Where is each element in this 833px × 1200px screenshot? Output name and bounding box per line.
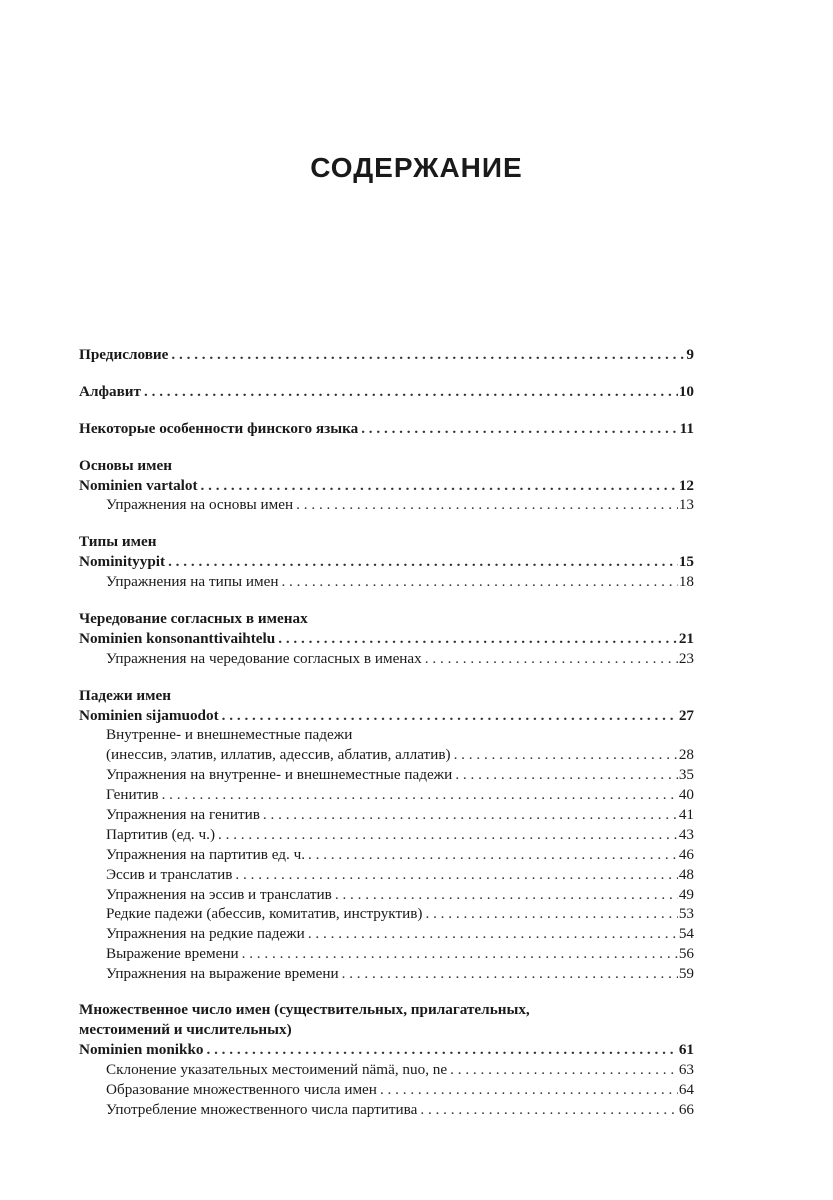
toc-page-number: 21 xyxy=(678,629,694,647)
toc-entry-text: Эссив и транслатив xyxy=(106,865,233,883)
toc-subentry xyxy=(79,766,694,786)
toc-subentry xyxy=(79,806,694,826)
toc-entry-preface xyxy=(79,346,694,366)
toc-entry-text: Упражнения на партитив ед. ч. xyxy=(106,845,306,863)
dot-leader xyxy=(275,630,678,648)
toc-entry-text: Упражнения на редкие падежи xyxy=(106,925,305,943)
toc-entry-text: Генитив xyxy=(106,786,159,804)
toc-subentry xyxy=(79,826,694,846)
toc-page-number: 54 xyxy=(678,925,694,943)
toc-entry-text: Nominien monikko xyxy=(79,1040,204,1058)
dot-leader xyxy=(278,573,677,591)
toc-page-number: 27 xyxy=(678,706,694,724)
toc-page-number: 12 xyxy=(678,476,694,494)
toc-entry-text: Склонение указательных местоимений nämä, nuo, ne xyxy=(106,1060,448,1078)
dot-leader xyxy=(203,1041,677,1059)
toc-entry-text: Образование множественного числа имен xyxy=(106,1080,377,1098)
toc-entry-text: Выражение времени xyxy=(106,945,239,963)
toc-entry-text: Упражнения на чередование согласных в именах xyxy=(106,649,422,667)
toc-entry-text: Nominien vartalot xyxy=(79,476,198,494)
toc-entry-text: Алфавит xyxy=(79,382,142,400)
toc-entry-text: Упражнения на внутренне- и внешнеместные падежи xyxy=(106,766,453,784)
toc-page-number: 64 xyxy=(678,1080,694,1098)
toc-page-number: 63 xyxy=(678,1060,694,1078)
toc-page-number: 18 xyxy=(678,573,694,591)
toc-page-number: 53 xyxy=(678,905,694,923)
dot-leader xyxy=(215,826,678,844)
toc-entry-text: Nominien konsonanttivaihtelu xyxy=(79,629,276,647)
toc-section-heading-types: Типы имен xyxy=(79,533,157,551)
toc-entry-text: Nominityypit xyxy=(79,553,166,571)
toc-subentry xyxy=(79,1101,694,1121)
toc-plural-subentries xyxy=(79,1061,694,1121)
dot-leader xyxy=(239,945,678,963)
dot-leader xyxy=(452,766,678,784)
toc-subentry xyxy=(79,925,694,945)
toc-entry-alphabet xyxy=(79,383,694,403)
toc-page-number: 49 xyxy=(678,885,694,903)
dot-leader xyxy=(293,496,678,514)
toc-entry-gradation xyxy=(79,630,694,650)
dot-leader xyxy=(159,786,678,804)
toc-entry-text: Упражнения на генитив xyxy=(106,806,260,824)
toc-section-heading-gradation: Чередование согласных в именах xyxy=(79,610,308,628)
toc-subentry xyxy=(79,965,694,985)
toc-subentry xyxy=(79,746,694,766)
toc-page-number: 43 xyxy=(678,825,694,843)
toc-section-heading-plural-cont: местоимений и числительных) xyxy=(79,1020,292,1038)
toc-page-number: 56 xyxy=(678,945,694,963)
table-of-contents xyxy=(79,346,694,1120)
toc-entry-text: Упражнения на типы имен xyxy=(106,573,279,591)
dot-leader xyxy=(422,905,677,923)
toc-subentry xyxy=(79,846,694,866)
dot-leader xyxy=(377,1081,678,1099)
dot-leader xyxy=(168,346,685,364)
dot-leader xyxy=(417,1101,677,1119)
toc-entry-plural xyxy=(79,1041,694,1061)
page-title: СОДЕРЖАНИЕ xyxy=(310,152,523,183)
toc-subentry xyxy=(79,1081,694,1101)
toc-entry-text: Предисловие xyxy=(79,346,169,363)
dot-leader xyxy=(358,420,678,438)
toc-section-heading-plural: Множественное число имен (существительных, прилагательных, xyxy=(79,1001,530,1019)
toc-entry-cases xyxy=(79,707,694,727)
dot-leader xyxy=(141,383,678,401)
toc-subentry xyxy=(79,650,694,670)
toc-subentry-line: Внутренне- и внешнеместные падежи xyxy=(106,726,353,744)
toc-entry-types xyxy=(79,553,694,573)
toc-page-number: 66 xyxy=(678,1100,694,1118)
toc-entry-text: Употребление множественного числа партитива xyxy=(106,1100,418,1118)
toc-subentry xyxy=(79,496,694,516)
toc-subentry xyxy=(79,786,694,806)
dot-leader xyxy=(165,553,678,571)
toc-page-number: 10 xyxy=(678,382,694,400)
toc-subentry xyxy=(79,945,694,965)
toc-entry-text: Партитив (ед. ч.) xyxy=(106,825,216,843)
toc-subentry xyxy=(79,1061,694,1081)
toc-entry-text: Некоторые особенности финского языка xyxy=(79,419,359,437)
toc-entry-features xyxy=(79,420,694,440)
toc-entry-text: Редкие падежи (абессив, комитатив, инструктив) xyxy=(106,905,423,923)
dot-leader xyxy=(332,886,678,904)
toc-entry-text: Упражнения на эссив и транслатив xyxy=(106,885,332,903)
dot-leader xyxy=(305,925,678,943)
toc-page-number: 40 xyxy=(678,786,694,804)
toc-page-number: 23 xyxy=(678,649,694,667)
dot-leader xyxy=(451,746,678,764)
dot-leader xyxy=(305,846,678,864)
dot-leader xyxy=(339,965,678,983)
toc-page-number: 46 xyxy=(678,845,694,863)
toc-subentry xyxy=(79,886,694,906)
toc-section-heading-cases: Падежи имен xyxy=(79,686,171,704)
toc-entry-text: Упражнения на выражение времени xyxy=(106,965,339,983)
toc-entry-text: Nominien sijamuodot xyxy=(79,706,219,724)
dot-leader xyxy=(422,650,678,668)
toc-page-number: 41 xyxy=(678,806,694,824)
toc-page-number: 13 xyxy=(678,496,694,514)
toc-entry-text: (инессив, элатив, иллатив, адессив, аблатив, аллатив) xyxy=(106,746,451,764)
dot-leader xyxy=(260,806,678,824)
dot-leader xyxy=(219,707,678,725)
toc-section-heading-stems: Основы имен xyxy=(79,456,172,474)
toc-subentry xyxy=(79,866,694,886)
toc-page-number: 9 xyxy=(686,346,694,363)
toc-entry-text: Упражнения на основы имен xyxy=(106,496,294,514)
toc-cases-subentries xyxy=(79,746,694,985)
toc-page-number: 59 xyxy=(678,965,694,983)
toc-subentry xyxy=(79,573,694,593)
dot-leader xyxy=(198,477,678,495)
toc-page-number: 61 xyxy=(678,1040,694,1058)
toc-subentry xyxy=(79,905,694,925)
dot-leader xyxy=(232,866,677,884)
toc-page-number: 11 xyxy=(679,419,694,437)
toc-page-number: 48 xyxy=(678,865,694,883)
toc-entry-stems xyxy=(79,477,694,497)
toc-page-number: 15 xyxy=(678,553,694,571)
toc-page-number: 35 xyxy=(678,766,694,784)
toc-page-number: 28 xyxy=(678,746,694,764)
dot-leader xyxy=(447,1061,678,1079)
